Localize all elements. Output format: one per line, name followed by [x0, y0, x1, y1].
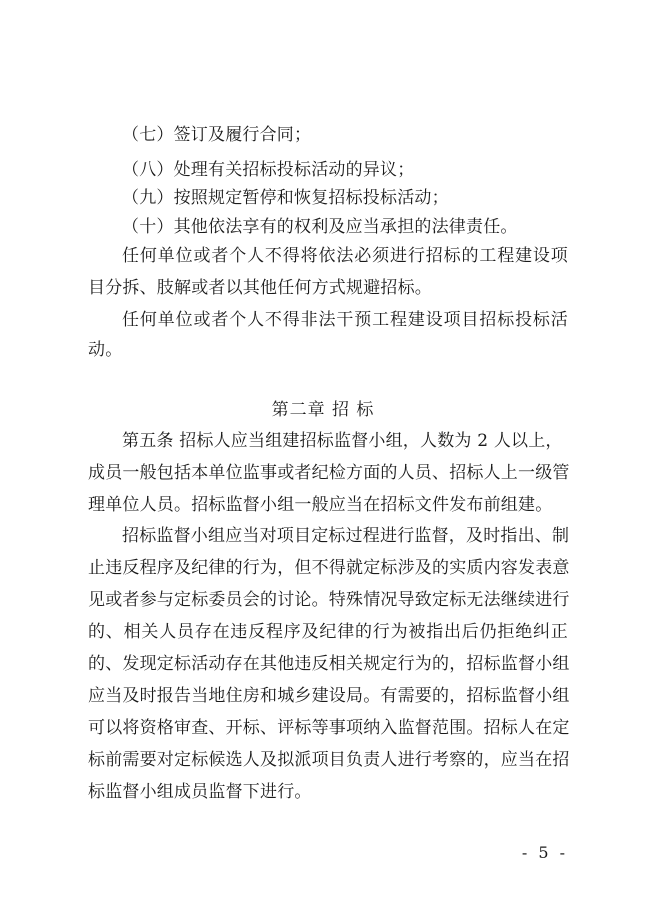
paragraph-line: 的、相关人员存在违反程序及纪律的行为被指出后仍拒绝纠正: [88, 622, 568, 642]
paragraph-line: 任何单位或者个人不得将依法必须进行招标的工程建设项: [122, 246, 568, 266]
article-line: 第五条 招标人应当组建招标监督小组，人数为 2 人以上，: [122, 431, 563, 451]
paragraph-line: 标监督小组成员监督下进行。: [88, 782, 312, 802]
paragraph-line: 目分拆、肢解或者以其他任何方式规避招标。: [88, 278, 432, 298]
page-number: - 5 -: [521, 843, 568, 862]
paragraph-line: 见或者参与定标委员会的讨论。特殊情况导致定标无法继续进行: [88, 590, 570, 610]
list-item: （八）处理有关招标投标活动的异议；: [122, 160, 415, 180]
paragraph-line: 可以将资格审查、开标、评标等事项纳入监督范围。招标人在定: [88, 718, 570, 738]
chapter-title: 第二章 招 标: [271, 400, 375, 420]
list-item: （九）按照规定暂停和恢复招标投标活动；: [122, 188, 449, 208]
list-item: （七）签订及履行合同；: [122, 125, 312, 145]
paragraph-line: 的、发现定标活动存在其他违反相关规定行为的，招标监督小组: [88, 654, 570, 674]
paragraph-line: 止违反程序及纪律的行为，但不得就定标涉及的实质内容发表意: [88, 558, 570, 578]
article-line: 理单位人员。招标监督小组一般应当在招标文件发布前组建。: [88, 495, 553, 515]
list-item: （十）其他依法享有的权利及应当承担的法律责任。: [122, 217, 518, 237]
article-line: 成员一般包括本单位监事或者纪检方面的人员、招标人上一级管: [88, 463, 570, 483]
paragraph-line: 标前需要对定标候选人及拟派项目负责人进行考察的，应当在招: [88, 750, 570, 770]
paragraph-line: 任何单位或者个人不得非法干预工程建设项目招标投标活: [122, 310, 568, 330]
paragraph-line: 招标监督小组应当对项目定标过程进行监督，及时指出、制: [122, 526, 570, 546]
paragraph-line: 动。: [88, 340, 123, 360]
paragraph-line: 应当及时报告当地住房和城乡建设局。有需要的，招标监督小组: [88, 686, 570, 706]
